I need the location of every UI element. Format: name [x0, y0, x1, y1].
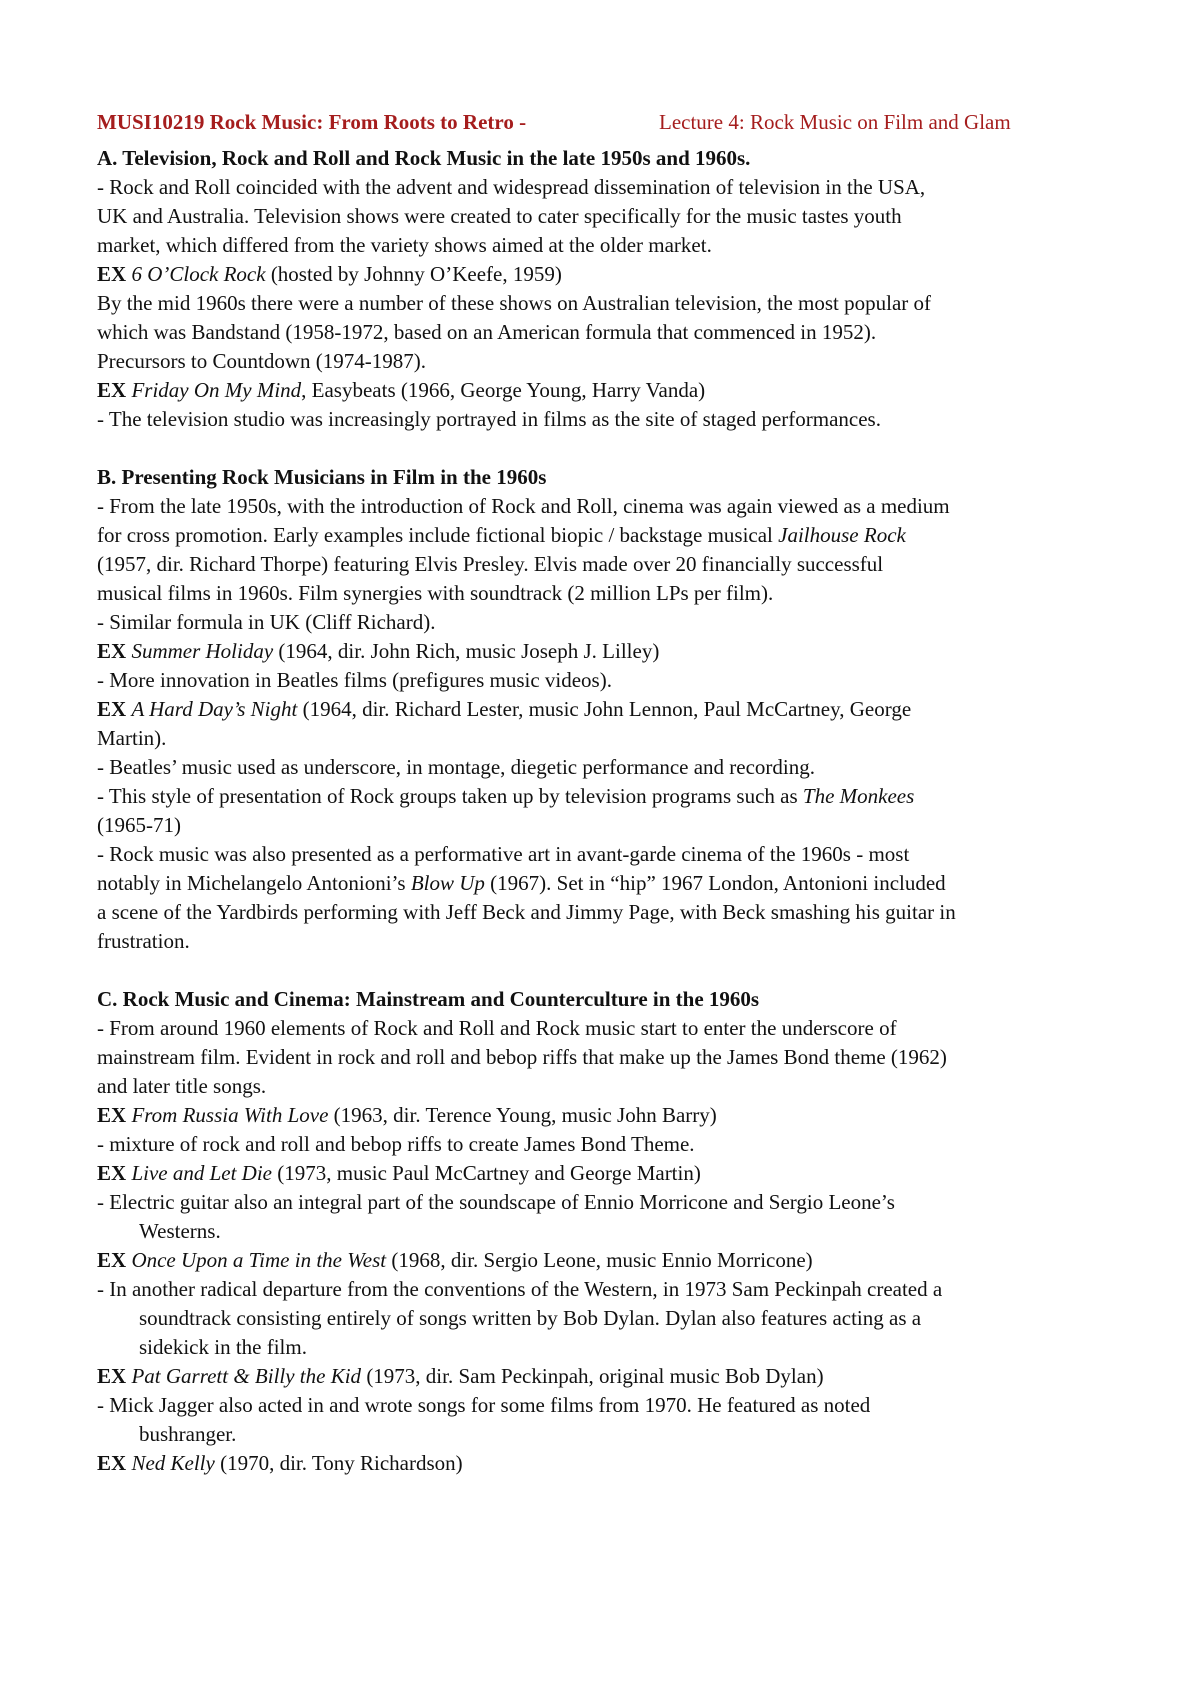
text-run: - mixture of rock and roll and bebop riffs to create James Bond Theme. [97, 1132, 695, 1156]
text-run: Precursors to Countdown (1974-1987). [97, 349, 426, 373]
text-line [97, 869, 1107, 898]
work-title: The Monkees [802, 784, 915, 808]
text-run: sidekick in the film. [139, 1335, 307, 1359]
text-run: - Electric guitar also an integral part of the soundscape of Ennio Morricone and Sergio Leone’s [97, 1190, 895, 1214]
text-run: (hosted by Johnny O’Keefe, 1959) [265, 262, 562, 286]
text-run: Westerns. [139, 1219, 221, 1243]
text-run: market, which differed from the variety shows aimed at the older market. [97, 233, 712, 257]
text-run: EX [97, 1451, 132, 1475]
text-run: UK and Australia. Television shows were created to cater specifically for the music tastes youth [97, 204, 902, 228]
text-run: soundtrack consisting entirely of songs written by Bob Dylan. Dylan also features acting as a [139, 1306, 922, 1330]
text-run: (1965-71) [97, 813, 181, 837]
text-line [97, 1072, 1107, 1101]
text-line [97, 405, 1107, 434]
text-run: - Mick Jagger also acted in and wrote songs for some films from 1970. He featured as noted [97, 1393, 871, 1417]
text-run: for cross promotion. Early examples include fictional biopic / backstage musical [97, 523, 779, 547]
text-line [97, 231, 1107, 260]
text-run: (1973, music Paul McCartney and George Martin) [272, 1161, 701, 1185]
text-run: (1967). Set in “hip” 1967 London, Antonioni included [484, 871, 946, 895]
text-run: Martin). [97, 726, 167, 750]
section-b [97, 463, 1107, 956]
section-a [97, 144, 1107, 434]
example-line [97, 1449, 1107, 1478]
example-line [97, 260, 1107, 289]
section-heading: A. Television, Rock and Roll and Rock Music in the late 1950s and 1960s. [97, 146, 751, 170]
text-run: EX [97, 378, 132, 402]
work-title: A Hard Day’s Night [131, 697, 298, 721]
text-line [97, 724, 1107, 753]
text-run: By the mid 1960s there were a number of these shows on Australian television, the most popular of [97, 291, 932, 315]
example-line [97, 1101, 1107, 1130]
text-line [97, 202, 1107, 231]
text-run: musical films in 1960s. Film synergies with soundtrack (2 million LPs per film). [97, 581, 774, 605]
text-line [97, 1275, 1107, 1304]
text-run: - Rock and Roll coincided with the advent and widespread dissemination of television in the USA, [97, 175, 926, 199]
text-line [97, 579, 1107, 608]
text-line [97, 898, 1107, 927]
work-title: 6 O’Clock Rock [131, 262, 266, 286]
text-run: EX [97, 639, 132, 663]
text-run: EX [97, 1161, 132, 1185]
text-line [97, 1014, 1107, 1043]
work-title: Summer Holiday [131, 639, 274, 663]
text-line [97, 1391, 1107, 1420]
text-run: EX [97, 1248, 132, 1272]
text-run: and later title songs. [97, 1074, 267, 1098]
text-run: (1970, dir. Tony Richardson) [214, 1451, 463, 1475]
text-run: (1964, dir. Richard Lester, music John Lennon, Paul McCartney, George [297, 697, 912, 721]
text-line [97, 927, 1107, 956]
example-line [97, 637, 1107, 666]
text-line [97, 811, 1107, 840]
text-line [97, 1304, 1107, 1333]
section-heading: B. Presenting Rock Musicians in Film in the 1960s [97, 465, 547, 489]
text-run: mainstream film. Evident in rock and roll and bebop riffs that make up the James Bond theme (1962) [97, 1045, 947, 1069]
text-line [97, 753, 1107, 782]
example-line [97, 1159, 1107, 1188]
example-line [97, 1246, 1107, 1275]
text-run: (1957, dir. Richard Thorpe) featuring Elvis Presley. Elvis made over 20 financially successful [97, 552, 884, 576]
text-run: EX [97, 262, 132, 286]
text-run: bushranger. [139, 1422, 237, 1446]
text-line [97, 1420, 1107, 1449]
text-line [97, 1188, 1107, 1217]
text-line [97, 521, 1107, 550]
text-run: EX [97, 697, 132, 721]
text-run: - From around 1960 elements of Rock and Roll and Rock music start to enter the underscore of [97, 1016, 897, 1040]
text-line [97, 1217, 1107, 1246]
text-run: - More innovation in Beatles films (prefigures music videos). [97, 668, 612, 692]
work-title: From Russia With Love [131, 1103, 329, 1127]
work-title: Jailhouse Rock [778, 523, 906, 547]
text-line [97, 666, 1107, 695]
text-run: - Beatles’ music used as underscore, in montage, diegetic performance and recording. [97, 755, 815, 779]
work-title: Friday On My Mind [131, 378, 302, 402]
work-title: Ned Kelly [131, 1451, 215, 1475]
text-run: - Similar formula in UK (Cliff Richard). [97, 610, 436, 634]
text-run: - Rock music was also presented as a performative art in avant-garde cinema of the 1960s - most [97, 842, 910, 866]
text-run: , Easybeats (1966, George Young, Harry Vanda) [301, 378, 706, 402]
text-run: - From the late 1950s, with the introduction of Rock and Roll, cinema was again viewed as a medium [97, 494, 950, 518]
text-line [97, 782, 1107, 811]
text-line [97, 550, 1107, 579]
text-line [97, 173, 1107, 202]
example-line [97, 376, 1107, 405]
text-run: - In another radical departure from the conventions of the Western, in 1973 Sam Peckinpah created a [97, 1277, 943, 1301]
text-run: (1964, dir. John Rich, music Joseph J. Lilley) [273, 639, 660, 663]
text-line [97, 492, 1107, 521]
text-line [97, 289, 1107, 318]
text-run: - This style of presentation of Rock groups taken up by television programs such as [97, 784, 803, 808]
lecture-title: Lecture 4: Rock Music on Film and Glam [659, 110, 1011, 134]
text-run: a scene of the Yardbirds performing with Jeff Beck and Jimmy Page, with Beck smashing his guitar in [97, 900, 956, 924]
section-c [97, 985, 1107, 1478]
text-line [97, 608, 1107, 637]
text-line [97, 318, 1107, 347]
work-title: Live and Let Die [131, 1161, 272, 1185]
text-run: (1963, dir. Terence Young, music John Barry) [328, 1103, 717, 1127]
text-run: (1973, dir. Sam Peckinpah, original music Bob Dylan) [361, 1364, 824, 1388]
text-run: notably in Michelangelo Antonioni’s [97, 871, 411, 895]
text-line [97, 1043, 1107, 1072]
text-line [97, 1130, 1107, 1159]
example-line [97, 695, 1107, 724]
text-run: which was Bandstand (1958-1972, based on an American formula that commenced in 1952). [97, 320, 877, 344]
text-run: - The television studio was increasingly portrayed in films as the site of staged performances. [97, 407, 881, 431]
text-line [97, 840, 1107, 869]
text-run: EX [97, 1103, 132, 1127]
work-title: Pat Garrett & Billy the Kid [131, 1364, 362, 1388]
work-title: Blow Up [410, 871, 485, 895]
text-run: (1968, dir. Sergio Leone, music Ennio Morricone) [386, 1248, 813, 1272]
section-heading: C. Rock Music and Cinema: Mainstream and Counterculture in the 1960s [97, 987, 760, 1011]
text-run: EX [97, 1364, 132, 1388]
work-title: Once Upon a Time in the West [131, 1248, 387, 1272]
document-header [97, 110, 1107, 144]
course-title: MUSI10219 Rock Music: From Roots to Retro - [97, 110, 527, 134]
text-line [97, 1333, 1107, 1362]
text-line [97, 347, 1107, 376]
text-run: frustration. [97, 929, 190, 953]
example-line [97, 1362, 1107, 1391]
document-page [97, 110, 1107, 1478]
